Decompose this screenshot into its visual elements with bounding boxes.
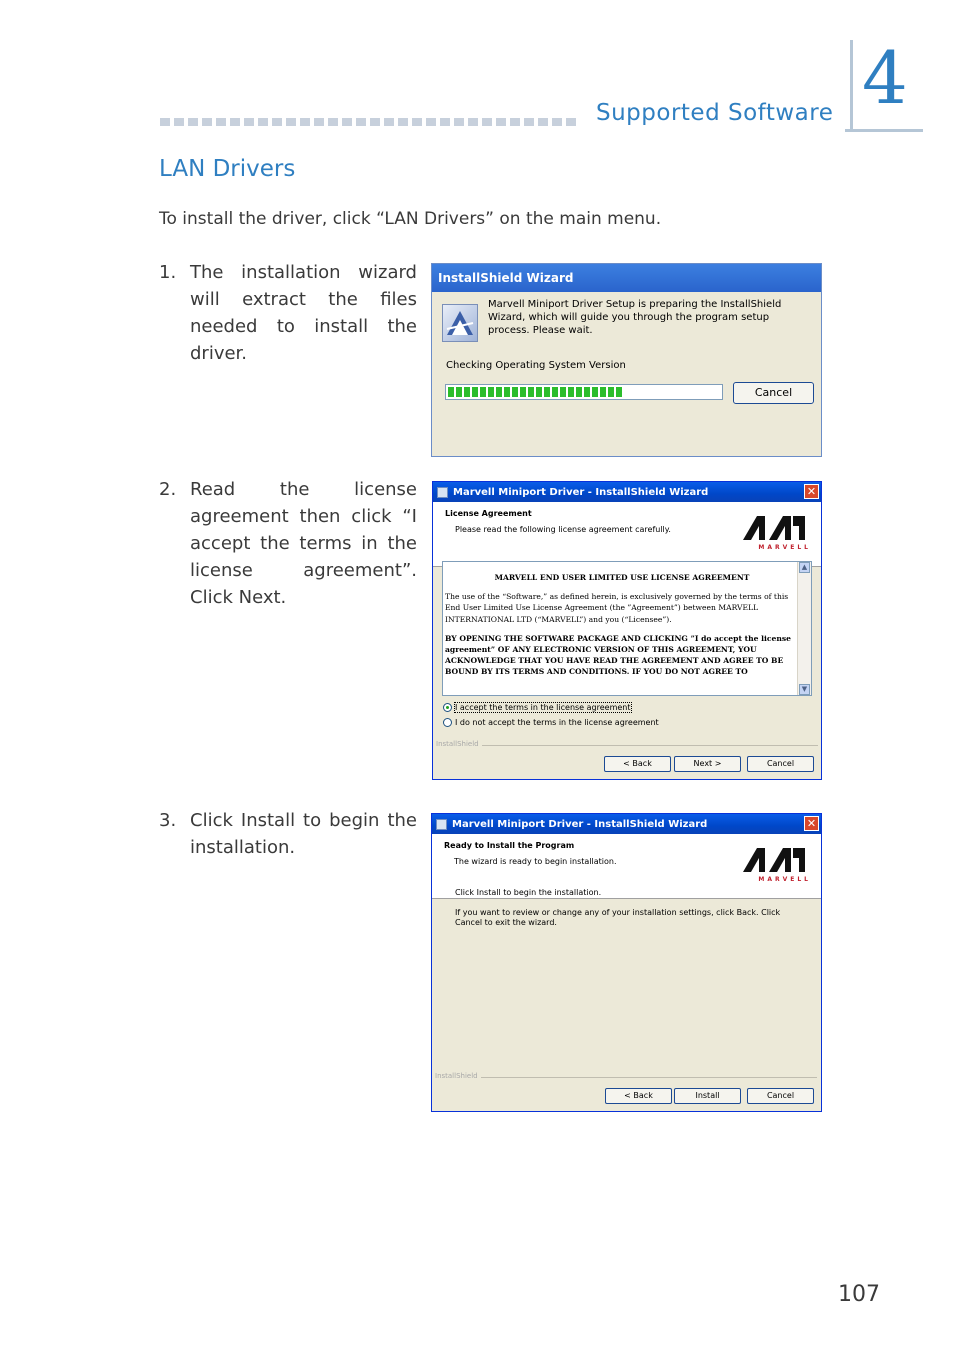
radio-unselected-icon[interactable] [443,718,452,727]
license-agreement-window [432,481,822,780]
step-text: Click Install to begin the installation. [190,810,417,858]
setup-icon [437,487,448,498]
step-2 [159,476,417,611]
license-scrollbar[interactable] [797,562,811,695]
review-instruction: If you want to review or change any of your installation settings, click Back. Click Cancel to exit the wizard. [455,908,781,927]
decline-radio-label[interactable]: I do not accept the terms in the license agreement [455,718,659,727]
marvell-logo-icon [743,510,811,542]
header-subtitle: The wizard is ready to begin installation. [454,857,617,866]
window-titlebar [432,814,821,834]
chapter-marker [842,36,922,132]
installshield-label: InstallShield [435,1072,478,1080]
step-1 [159,259,417,367]
install-button[interactable]: Install [674,1088,741,1104]
close-button[interactable]: ✕ [804,484,819,499]
window-title: Marvell Miniport Driver - InstallShield Wizard [452,818,708,830]
wizard-header [433,502,821,567]
decline-radio[interactable] [443,718,659,727]
window-title: Marvell Miniport Driver - InstallShield Wizard [453,486,709,498]
radio-selected-icon[interactable] [443,703,452,712]
header-subtitle: Please read the following license agreement carefully. [455,525,671,534]
progress-bar [445,384,723,400]
accept-radio[interactable] [443,703,631,712]
page-number: 107 [838,1282,880,1307]
step-number: 3. [159,810,177,831]
marvell-logo-text: MARVELL [758,876,811,883]
preparing-message: Marvell Miniport Driver Setup is preparing the InstallShield Wizard, which will guide you through the program setup process. Please wait. [488,299,782,336]
license-paragraph: BY OPENING THE SOFTWARE PACKAGE AND CLICKING ”I do accept the license agreement” OF ANY ELECTRONIC VERSION OF THIS AGREEMENT, YOU ACKNOWLEDGE THAT YOU HAVE READ THE AGREEMENT AND AGREE TO BE BOUND BY ITS TERMS AND CONDITIONS. IF YOU DO NOT AGREE TO [445,633,791,677]
scroll-up-icon[interactable]: ▲ [799,562,810,573]
ready-to-install-window [431,813,822,1112]
close-button[interactable]: ✕ [804,816,819,831]
accept-radio-label[interactable]: I accept the terms in the license agreement [455,703,631,712]
step-3 [159,807,417,861]
setup-icon [436,819,447,830]
header-title: Ready to Install the Program [444,841,575,850]
window-titlebar [432,264,821,292]
lan-drivers-heading: LAN Drivers [159,156,296,182]
license-textbox[interactable] [442,561,812,696]
section-title: Supported Software [596,100,834,126]
installshield-icon [442,304,478,342]
step-number: 2. [159,479,177,500]
back-button[interactable]: < Back [605,1088,672,1104]
installshield-label: InstallShield [436,740,479,748]
license-paragraph: The use of the “Software,” as defined herein, is exclusively governed by the terms of this End User Limited Use License Agreement (the ”Agreement”) between MARVELL INTERNATIONAL LTD (“MARVELL”) and you (“Licensee”). [445,592,789,624]
footer-divider [482,745,818,746]
cancel-button[interactable]: Cancel [747,756,814,772]
window-title: InstallShield Wizard [438,271,574,285]
step-text: The installation wizard will extract the files needed to install the driver. [190,262,417,364]
progress-fill [448,387,622,397]
footer-divider [481,1077,817,1078]
status-text: Checking Operating System Version [446,360,626,371]
cancel-button[interactable]: Cancel [747,1088,814,1104]
next-button[interactable]: Next > [674,756,741,772]
license-heading: MARVELL END USER LIMITED USE LICENSE AGREEMENT [494,573,750,582]
intro-text: To install the driver, click “LAN Drivers” on the main menu. [159,209,662,229]
scroll-down-icon[interactable]: ▼ [799,684,810,695]
header-title: License Agreement [445,509,532,518]
back-button[interactable]: < Back [604,756,671,772]
marvell-logo-text: MARVELL [758,544,811,551]
step-text: Read the license agreement then click “I accept the terms in the license agreement”. Click Next. [190,479,417,608]
chapter-number: 4 [862,36,908,120]
header-dotted-rule [160,118,585,126]
marvell-logo-icon [743,842,811,874]
window-titlebar [433,482,821,502]
install-instruction: Click Install to begin the installation. [455,888,602,897]
step-number: 1. [159,262,177,283]
installshield-preparing-window [431,263,822,457]
cancel-button[interactable]: Cancel [733,382,814,404]
